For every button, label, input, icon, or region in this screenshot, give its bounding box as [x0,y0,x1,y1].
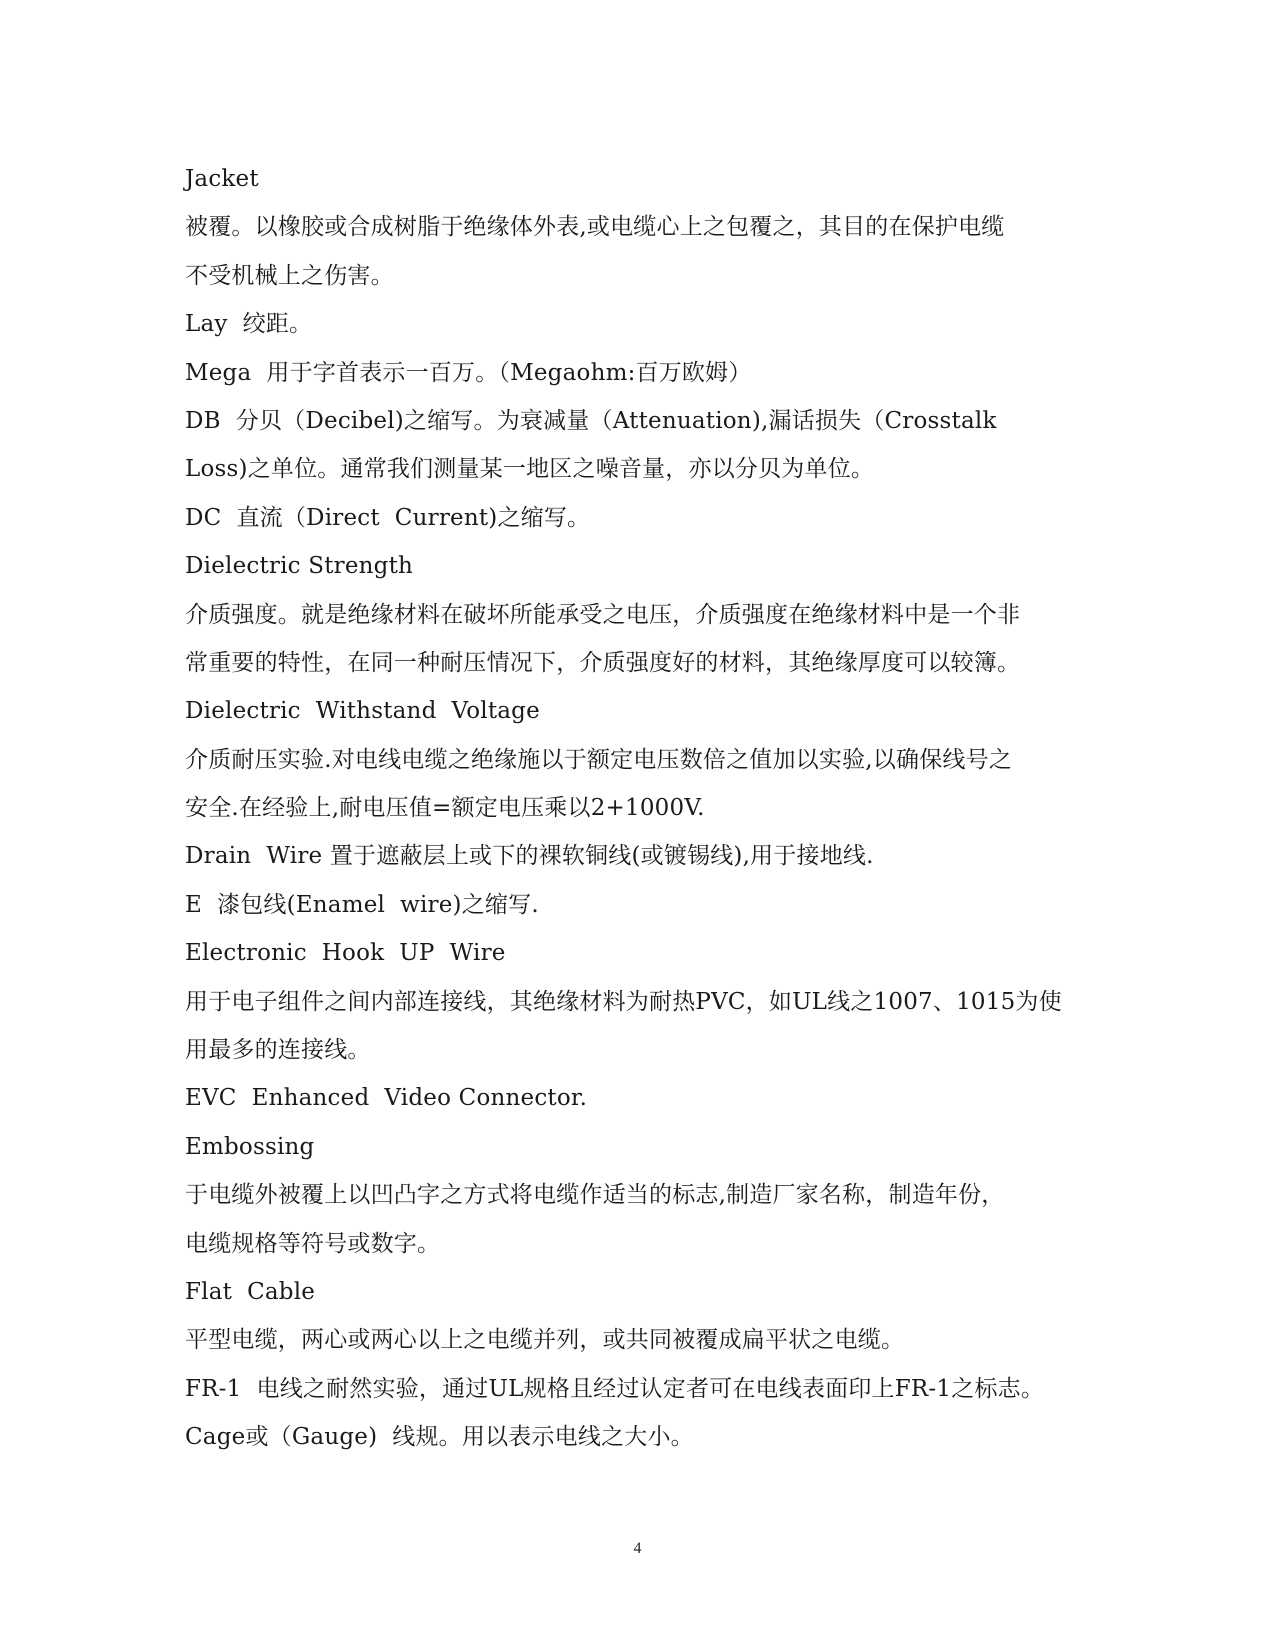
definition-electronic-hook-up-wire-line-1: 用于电子组件之间内部连接线，其绝缘材料为耐热PVC，如UL线之1007、1015为使 [185,988,1062,1015]
term-electronic-hook-up-wire: Electronic Hook UP Wire [185,940,506,967]
term-embossing: Embossing [185,1133,315,1160]
entry-lay: Lay 绞距。 [185,311,313,338]
definition-embossing-line-1: 于电缆外被覆上以凹凸字之方式将电缆作适当的标志,制造厂家名称，制造年份， [185,1182,1005,1209]
entry-evc: EVC Enhanced Video Connector. [185,1085,588,1112]
entry-fr-1: FR-1 电线之耐然实验，通过UL规格且经过认定者可在电线表面印上FR-1之标志。 [185,1375,1045,1402]
definition-electronic-hook-up-wire-line-2: 用最多的连接线。 [185,1037,371,1064]
definition-dielectric-strength-line-1: 介质强度。就是绝缘材料在破坏所能承受之电压，介质强度在绝缘材料中是一个非 [185,601,1021,628]
term-jacket: Jacket [185,166,259,192]
entry-mega: Mega 用于字首表示一百万。（Megaohm:百万欧姆） [185,359,752,386]
definition-dielectric-strength-line-2: 常重要的特性，在同一种耐压情况下，介质强度好的材料，其绝缘厚度可以较簿。 [185,649,1021,676]
page-body [185,155,1095,1462]
definition-embossing-line-2: 电缆规格等符号或数字。 [185,1230,441,1257]
definition-dielectric-withstand-voltage-line-2: 安全.在经验上,耐电压值=额定电压乘以2+1000V. [185,795,705,822]
entry-db-line-2: Loss)之单位。通常我们测量某一地区之噪音量，亦以分贝为单位。 [185,456,875,483]
definition-flat-cable: 平型电缆，两心或两心以上之电缆并列，或共同被覆成扁平状之电缆。 [185,1327,905,1354]
term-dielectric-strength: Dielectric Strength [185,553,414,580]
page-number: 4 [633,1540,642,1557]
entry-dc: DC 直流（Direct Current)之缩写。 [185,504,591,531]
term-dielectric-withstand-voltage: Dielectric Withstand Voltage [185,698,540,725]
entry-e: E 漆包线(Enamel wire)之缩写. [185,891,539,918]
term-flat-cable: Flat Cable [185,1278,316,1305]
entry-db-line-1: DB 分贝（Decibel)之缩写。为衰减量（Attenuation),漏话损失（Crosstalk [185,407,997,434]
definition-dielectric-withstand-voltage-line-1: 介质耐压实验.对电线电缆之绝缘施以于额定电压数倍之值加以实验,以确保线号之 [185,746,1013,773]
entry-cage-gauge: Cage或（Gauge) 线规。用以表示电线之大小。 [185,1424,694,1451]
definition-jacket-line-1: 被覆。以橡胶或合成树脂于绝缘体外表,或电缆心上之包覆之，其目的在保护电缆 [185,214,1005,241]
definition-jacket-line-2: 不受机械上之伤害。 [185,262,394,289]
entry-drain-wire: Drain Wire 置于遮蔽层上或下的裸软铜线(或镀锡线),用于接地线. [185,843,874,870]
